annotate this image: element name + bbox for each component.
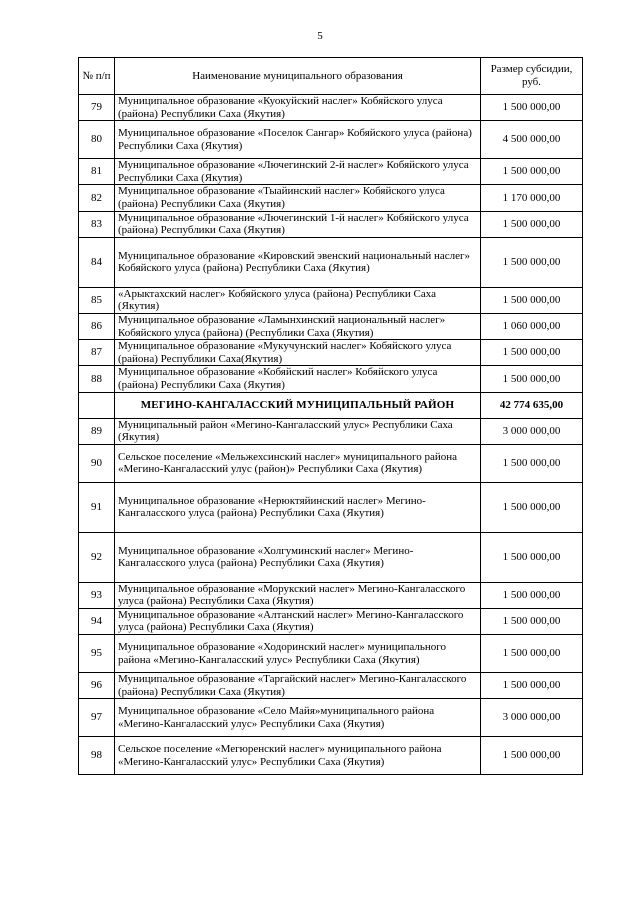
table-row <box>79 366 583 392</box>
row-name: Муниципальное образование «Куокуйский наслег» Кобяйского улуса (района) Республики Саха (Якутия) <box>115 95 481 121</box>
row-num: 89 <box>79 418 115 444</box>
row-name: Муниципальное образование «Ламынхинский национальный наслег» Кобяйского улуса (района) (Республики Саха (Якутия) <box>115 313 481 339</box>
row-sum: 1 500 000,00 <box>481 287 583 313</box>
district-num <box>79 392 115 418</box>
row-name: Муниципальное образование «Поселок Сангар» Кобяйского улуса (района) Республики Саха (Якутия) <box>115 121 481 159</box>
row-sum: 1 500 000,00 <box>481 737 583 775</box>
district-row <box>79 392 583 418</box>
table-row <box>79 418 583 444</box>
row-num: 94 <box>79 608 115 634</box>
subsidy-table <box>78 57 583 775</box>
table-row <box>79 582 583 608</box>
table-row <box>79 532 583 582</box>
row-sum: 1 500 000,00 <box>481 159 583 185</box>
table-row <box>79 737 583 775</box>
row-name: Муниципальное образование «Мукучунский наслег» Кобяйского улуса (района) Республики Саха(Якутия) <box>115 340 481 366</box>
page-number: 5 <box>317 30 323 42</box>
row-name: Сельское поселение «Мельжехсинский наслег» муниципального района «Мегино-Кангаласский улус (район)» Республики Саха (Якутия) <box>115 444 481 482</box>
row-num: 84 <box>79 237 115 287</box>
table-row <box>79 340 583 366</box>
row-name: Муниципальное образование «Кировский эвенский национальный наслег» Кобяйского улуса (района) Республики Саха (Якутия) <box>115 237 481 287</box>
row-sum: 1 500 000,00 <box>481 608 583 634</box>
row-sum: 1 500 000,00 <box>481 366 583 392</box>
row-num: 92 <box>79 532 115 582</box>
row-num: 86 <box>79 313 115 339</box>
row-sum: 1 500 000,00 <box>481 237 583 287</box>
row-num: 82 <box>79 185 115 211</box>
row-sum: 1 500 000,00 <box>481 340 583 366</box>
row-name: Муниципальное образование «Ходоринский наслег» муниципального района «Мегино-Кангаласский улус» Республики Саха (Якутия) <box>115 635 481 673</box>
row-sum: 3 000 000,00 <box>481 699 583 737</box>
district-name: МЕГИНО-КАНГАЛАССКИЙ МУНИЦИПАЛЬНЫЙ РАЙОН <box>115 392 481 418</box>
row-sum: 1 500 000,00 <box>481 444 583 482</box>
header-num: № п/п <box>79 58 115 95</box>
row-sum: 1 500 000,00 <box>481 532 583 582</box>
table-row <box>79 185 583 211</box>
row-num: 98 <box>79 737 115 775</box>
row-name: Муниципальное образование «Алтанский наслег» Мегино-Кангаласского улуса (района) Республики Саха (Якутия) <box>115 608 481 634</box>
table-row <box>79 482 583 532</box>
table-row <box>79 313 583 339</box>
row-name: Муниципальное образование «Таргайский наслег» Мегино-Кангаласского (района) Республики Саха (Якутия) <box>115 673 481 699</box>
row-name: Муниципальное образование «Село Майя»муниципального района «Мегино-Кангаласский улус» Республики Саха (Якутия) <box>115 699 481 737</box>
row-num: 96 <box>79 673 115 699</box>
row-num: 87 <box>79 340 115 366</box>
row-sum: 1 500 000,00 <box>481 211 583 237</box>
row-name: Муниципальное образование «Морукский наслег» Мегино-Кангаласского улуса (района) Республики Саха (Якутия) <box>115 582 481 608</box>
table-row <box>79 287 583 313</box>
row-num: 85 <box>79 287 115 313</box>
row-name: «Арыктахский наслег» Кобяйского улуса (района) Республики Саха (Якутия) <box>115 287 481 313</box>
table-row <box>79 95 583 121</box>
row-num: 80 <box>79 121 115 159</box>
district-sum: 42 774 635,00 <box>481 392 583 418</box>
table-row <box>79 699 583 737</box>
table-row <box>79 635 583 673</box>
table-row <box>79 211 583 237</box>
row-num: 81 <box>79 159 115 185</box>
row-sum: 1 500 000,00 <box>481 582 583 608</box>
table-row <box>79 121 583 159</box>
table-row <box>79 237 583 287</box>
header-name: Наименование муниципального образования <box>115 58 481 95</box>
row-name: Муниципальное образование «Лючегинский 2-й наслег» Кобяйского улуса Республики Саха (Якутия) <box>115 159 481 185</box>
table-row <box>79 159 583 185</box>
row-sum: 1 500 000,00 <box>481 482 583 532</box>
row-num: 88 <box>79 366 115 392</box>
row-sum: 1 500 000,00 <box>481 673 583 699</box>
row-sum: 3 000 000,00 <box>481 418 583 444</box>
row-num: 83 <box>79 211 115 237</box>
header-sum: Размер субсидии, руб. <box>481 58 583 95</box>
row-num: 90 <box>79 444 115 482</box>
row-sum: 1 500 000,00 <box>481 95 583 121</box>
table-row <box>79 608 583 634</box>
row-sum: 1 060 000,00 <box>481 313 583 339</box>
row-num: 91 <box>79 482 115 532</box>
table-row <box>79 673 583 699</box>
row-name: Муниципальное образование «Нерюктяйинский наслег» Мегино-Кангаласского улуса (района) Республики Саха (Якутия) <box>115 482 481 532</box>
row-name: Муниципальный район «Мегино-Кангаласский улус» Республики Саха (Якутия) <box>115 418 481 444</box>
row-sum: 1 170 000,00 <box>481 185 583 211</box>
row-name: Муниципальное образование «Холгуминский наслег» Мегино-Кангаласского улуса (района) Республики Саха (Якутия) <box>115 532 481 582</box>
row-num: 95 <box>79 635 115 673</box>
row-num: 97 <box>79 699 115 737</box>
row-name: Сельское поселение «Мегюренский наслег» муниципального района «Мегино-Кангаласский улус» Республики Саха (Якутия) <box>115 737 481 775</box>
row-num: 79 <box>79 95 115 121</box>
table-row <box>79 444 583 482</box>
table-header-row <box>79 58 583 95</box>
row-num: 93 <box>79 582 115 608</box>
row-sum: 1 500 000,00 <box>481 635 583 673</box>
row-sum: 4 500 000,00 <box>481 121 583 159</box>
row-name: Муниципальное образование «Тыайинский наслег» Кобяйского улуса (района) Республики Саха (Якутия) <box>115 185 481 211</box>
row-name: Муниципальное образование «Кобяйский наслег» Кобяйского улуса (района) Республики Саха (Якутия) <box>115 366 481 392</box>
row-name: Муниципальное образование «Лючегинский 1-й наслег» Кобяйского улуса (района) Республики Саха (Якутия) <box>115 211 481 237</box>
